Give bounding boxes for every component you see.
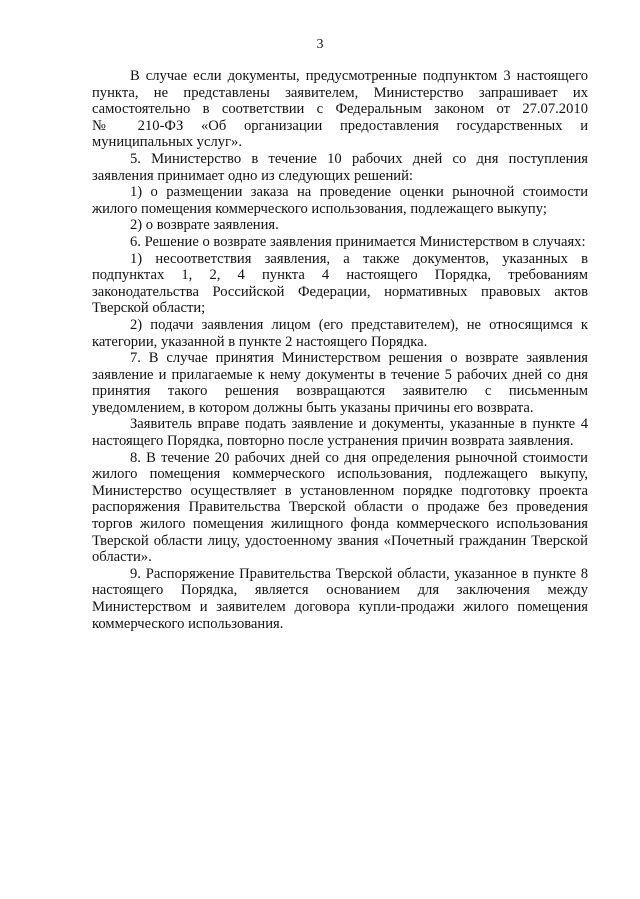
text-line: принятия такого решения возвращаются заявителю с письменным [92, 383, 588, 400]
text-line: 5. Министерство в течение 10 рабочих дней со дня поступления [130, 150, 588, 167]
text-line: настоящего Порядка, повторно после устранения причин возврата заявления. [92, 433, 574, 450]
document-body [92, 68, 588, 632]
page-number: 3 [316, 37, 324, 52]
text-line: подпунктах 1, 2, 4 пункта 4 настоящего Порядка, требованиям [92, 267, 588, 284]
text-line: 7. В случае принятия Министерством решения о возврате заявления [130, 350, 588, 367]
text-line: настоящего Порядка, является основанием для заключения между [92, 582, 588, 599]
text-line: категории, указанной в пункте 2 настоящего Порядка. [92, 333, 428, 350]
text-line: 1) несоответствия заявления, а также документов, указанных в [130, 250, 588, 267]
text-line: жилого помещения коммерческого использования, подлежащего выкупу; [92, 200, 547, 217]
text-line: заявление и прилагаемые к нему документы в течение 5 рабочих дней со дня [92, 366, 588, 383]
text-line: 1) о размещении заказа на проведение оценки рыночной стоимости [130, 184, 588, 201]
text-line: самостоятельно в соответствии с Федеральным законом от 27.07.2010 [92, 101, 588, 118]
text-line: Министерством и заявителем договора купли-продажи жилого помещения [92, 599, 588, 615]
text-line: области». [92, 549, 152, 566]
text-line: 2) подачи заявления лицом (его представителем), не относящимся к [130, 316, 588, 333]
text-line: 6. Решение о возврате заявления принимается Министерством в случаях: [130, 233, 586, 250]
text-line: жилого помещения коммерческого использования, подлежащего выкупу, [92, 466, 588, 483]
text-line: законодательства Российской Федерации, нормативных правовых актов [92, 283, 588, 300]
text-line: Тверской области; [92, 300, 206, 317]
text-line: Заявитель вправе подать заявление и документы, указанные в пункте 4 [130, 416, 588, 433]
text-line: Тверской области лицу, удостоенному звания «Почетный гражданин Тверской [92, 532, 588, 549]
text-line: № 210-ФЗ «Об организации предоставления государственных и [92, 117, 588, 134]
text-line: В случае если документы, предусмотренные подпунктом 3 настоящего [130, 68, 588, 84]
text-line: коммерческого использования. [92, 615, 284, 632]
text-line: уведомлением, в котором должны быть указаны причины его возврата. [92, 399, 534, 416]
text-line: распоряжения Правительства Тверской области о продаже без проведения [92, 499, 588, 516]
text-line: муниципальных услуг». [92, 134, 242, 151]
text-line: 8. В течение 20 рабочих дней со дня определения рыночной стоимости [130, 449, 588, 466]
text-line: заявления принимает одно из следующих решений: [92, 167, 413, 184]
text-line: 9. Распоряжение Правительства Тверской области, указанное в пункте 8 [130, 565, 588, 582]
text-line: Министерство осуществляет в установленном порядке подготовку проекта [92, 482, 588, 499]
text-line: пункта, не представлены заявителем, Министерство запрашивает их [92, 84, 588, 101]
text-line: 2) о возврате заявления. [130, 217, 279, 234]
text-line: торгов жилого помещения жилищного фонда коммерческого использования [92, 516, 588, 533]
